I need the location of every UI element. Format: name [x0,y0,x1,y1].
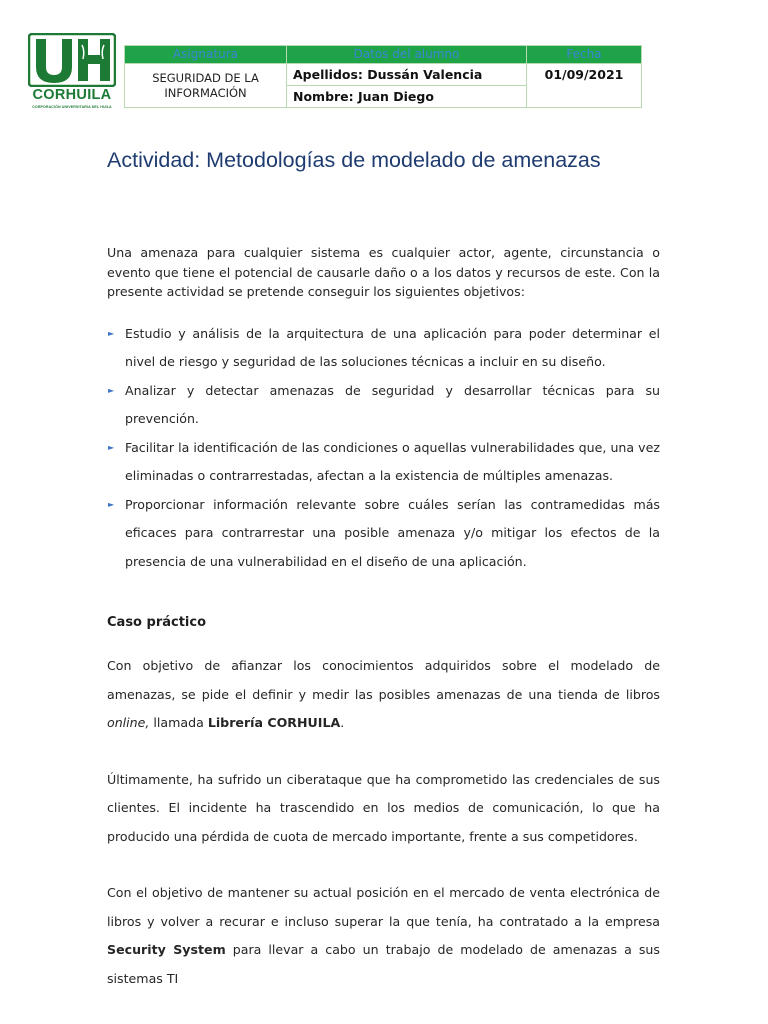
surname-cell: Apellidos: Dussán Valencia [287,64,527,86]
objective-text: Proporcionar información relevante sobre cuáles serían las contramedidas más eficaces para contrarrestar una posible amenaza y/o mitigar los efectos de la presencia de una vulnerabilidad en el diseño de una aplicación. [125,496,660,569]
bullet-arrow-icon: ► [108,328,115,338]
list-item [107,491,660,577]
case-paragraph-3 [107,879,660,993]
case-paragraph-2: Últimamente, ha sufrido un ciberataque que ha comprometido las credenciales de sus clientes. El incidente ha trascendido en los medios de comunicación, lo que ha producido una pérdida de cuota de mercado importante, frente a sus competidores. [107,771,660,844]
company-name: Security System [107,942,226,957]
name-cell: Nombre: Juan Diego [287,86,527,108]
objectives-list [107,320,660,577]
list-item [107,377,660,434]
case-p1-end: . [340,715,345,730]
case-p3-text: Con el objetivo de mantener su actual posición en el mercado de venta electrónica de libros y volver a recurar e incluso superar la que tenía, ha contratado a la empresa [107,885,660,929]
objective-text: Estudio y análisis de la arquitectura de una aplicación para poder determinar el nivel de riesgo y seguridad de las soluciones técnicas a incluir en su diseño. [125,325,660,369]
corhuila-emblem-icon [28,33,116,87]
logo-name: CORHUILA [32,87,112,103]
header-table [124,45,642,108]
intro-paragraph: Una amenaza para cualquier sistema es cualquier actor, agente, circunstancia o evento que tiene el potencial de causarle daño o a los datos y recursos de este. Con la presente actividad se pretende conseguir los siguientes objetivos: [107,245,660,299]
case-p1-text: Con objetivo de afianzar los conocimientos adquiridos sobre el modelado de amenazas, se pide el definir y medir las posibles amenazas de una tienda de libros [107,658,660,702]
header-row [125,46,642,64]
case-p1-italic: online, [107,715,150,730]
case-paragraph-1 [107,652,660,738]
document-body [107,243,660,993]
store-name: Librería CORHUILA [207,715,341,730]
corhuila-logo [26,33,118,113]
list-item [107,320,660,377]
col-subject-header: Asignatura [125,46,287,64]
bullet-arrow-icon: ► [108,499,115,509]
list-item [107,434,660,491]
date-cell: 01/09/2021 [527,64,642,108]
col-date-header: Fecha [527,46,642,64]
case-p3-text-2: para llevar a cabo un trabajo de modelado de amenazas a sus sistemas TI [107,942,660,986]
case-heading: Caso práctico [107,615,207,630]
bullet-arrow-icon: ► [108,385,115,395]
objective-text: Facilitar la identificación de las condiciones o aquellas vulnerabilidades que, una vez eliminadas o contrarrestadas, afectan a la existencia de múltiples amenazas. [125,439,660,483]
logo-subtitle: CORPORACIÓN UNIVERSITARIA DEL HUILA [32,105,112,109]
subject-cell: SEGURIDAD DE LA INFORMACIÓN [125,64,287,108]
objective-text: Analizar y detectar amenazas de seguridad y desarrollar técnicas para su prevención. [125,382,660,426]
case-p1-text-2: llamada [149,715,208,730]
student-row-1 [125,64,642,86]
col-student-header: Datos del alumno [287,46,527,64]
bullet-arrow-icon: ► [108,442,115,452]
page-title: Actividad: Metodologías de modelado de amenazas [107,148,601,172]
